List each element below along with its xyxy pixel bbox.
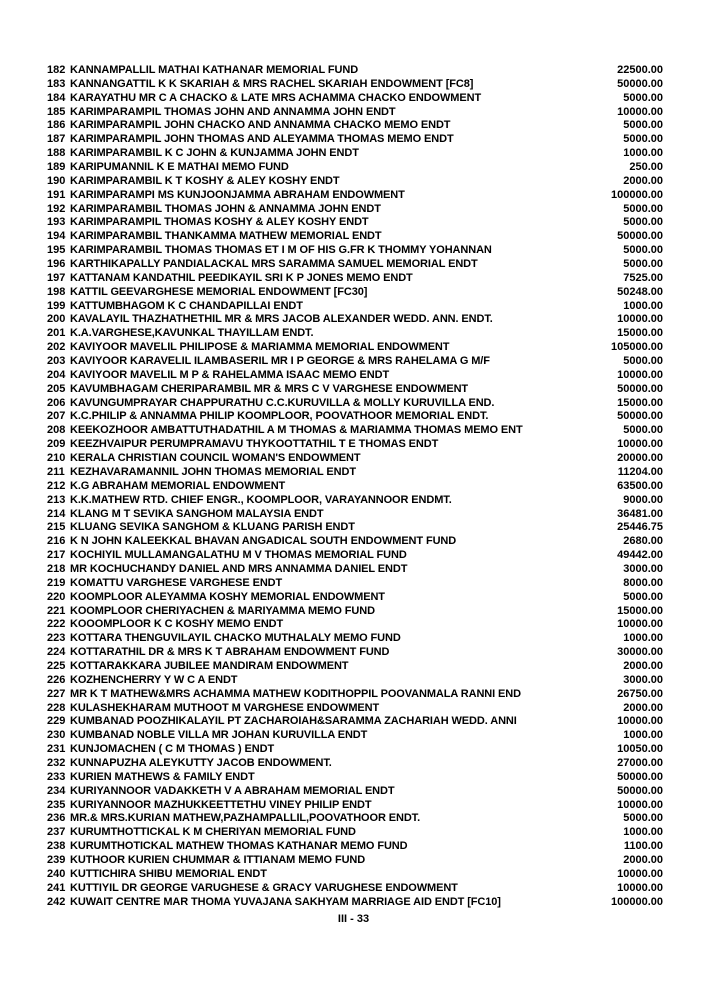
- fund-amount: 10000.00: [617, 438, 663, 451]
- fund-name: MR.& MRS.KURIAN MATHEW,PAZHAMPALLIL,POOVATHOOR ENDT.: [70, 812, 421, 825]
- fund-name: KOTTARAKKARA JUBILEE MANDIRAM ENDOWMENT: [70, 659, 349, 672]
- fund-amount: 10000.00: [617, 867, 663, 880]
- table-row: [47, 341, 663, 355]
- fund-name: KAVIYOOR MAVELIL M P & RAHELAMMA ISAAC MEMO ENDT: [70, 368, 390, 381]
- fund-name: KAVUNGUMPRAYAR CHAPPURATHU C.C.KURUVILLA & MOLLY KURUVILLA END.: [70, 396, 495, 409]
- table-row: [47, 632, 663, 646]
- fund-name: KANNANGATTIL K K SKARIAH & MRS RACHEL SKARIAH ENDOWMENT [FC8]: [70, 77, 474, 90]
- fund-amount: 3000.00: [623, 673, 663, 686]
- row-number: 217: [47, 549, 66, 562]
- fund-name: KURUMTHOTICKAL MATHEW THOMAS KATHANAR MEMO FUND: [70, 840, 408, 853]
- fund-name: KAVALAYIL THAZHATHETHIL MR & MRS JACOB ALEXANDER WEDD. ANN. ENDT.: [70, 313, 493, 326]
- fund-name: KATTUMBHAGOM K C CHANDAPILLAI ENDT: [70, 299, 303, 312]
- fund-name: KLANG M T SEVIKA SANGHOM MALAYSIA ENDT: [70, 507, 324, 520]
- row-number: 206: [47, 396, 66, 409]
- fund-name: KURIEN MATHEWS & FAMILY ENDT: [70, 770, 255, 783]
- row-number: 200: [47, 313, 66, 326]
- fund-name: KATTIL GEEVARGHESE MEMORIAL ENDOWMENT [FC30]: [70, 285, 368, 298]
- row-number: 211: [47, 465, 65, 478]
- row-number: 182: [47, 64, 66, 76]
- row-number: 234: [47, 784, 66, 797]
- fund-amount: 10000.00: [617, 368, 663, 381]
- table-row: [47, 106, 663, 120]
- row-number: 183: [47, 77, 66, 90]
- row-number: 218: [47, 562, 66, 575]
- fund-name: KARIMPARAMPIL JOHN CHACKO AND ANNAMMA CHACKO MEMO ENDT: [70, 119, 451, 132]
- row-number: 215: [47, 521, 66, 534]
- fund-amount: 105000.00: [611, 341, 663, 354]
- table-row: [47, 216, 663, 230]
- table-row: [47, 244, 663, 258]
- fund-amount: 5000.00: [623, 355, 663, 368]
- row-number: 226: [47, 673, 66, 686]
- table-row: [47, 521, 663, 535]
- fund-amount: 3000.00: [623, 562, 663, 575]
- table-row: [47, 577, 663, 591]
- table-row: [47, 286, 663, 300]
- row-number: 199: [47, 299, 66, 312]
- row-number: 219: [47, 576, 66, 589]
- fund-amount: 1000.00: [623, 632, 663, 645]
- row-number: 222: [47, 618, 66, 631]
- fund-name: KUMBANAD POOZHIKALAYIL PT ZACHAROIAH&SARAMMA ZACHARIAH WEDD. ANNI: [70, 715, 517, 728]
- table-row: [47, 812, 663, 826]
- fund-name: KUTHOOR KURIEN CHUMMAR & ITTIANAM MEMO FUND: [70, 853, 366, 866]
- fund-name: MR KOCHUCHANDY DANIEL AND MRS ANNAMMA DANIEL ENDT: [70, 562, 408, 575]
- fund-amount: 15000.00: [617, 396, 663, 409]
- table-row: [47, 882, 663, 896]
- fund-amount: 50000.00: [617, 77, 663, 90]
- fund-name: KARIMPARAMPIL JOHN THOMAS AND ALEYAMMA THOMAS MEMO ENDT: [70, 133, 454, 146]
- fund-name: KARIMPARAMBIL K T KOSHY & ALEY KOSHY ENDT: [70, 174, 340, 187]
- row-number: 204: [47, 368, 66, 381]
- table-row: [47, 480, 663, 494]
- fund-amount: 5000.00: [623, 590, 663, 603]
- table-row: [47, 466, 663, 480]
- fund-amount: 50000.00: [617, 382, 663, 395]
- fund-amount: 10000.00: [617, 881, 663, 894]
- row-number: 207: [47, 410, 66, 423]
- fund-amount: 50000.00: [617, 410, 663, 423]
- fund-amount: 1000.00: [623, 147, 663, 160]
- fund-amount: 5000.00: [623, 424, 663, 437]
- fund-name: KOZHENCHERRY Y W C A ENDT: [70, 673, 238, 686]
- fund-name: KOOOMPLOOR K C KOSHY MEMO ENDT: [70, 618, 284, 631]
- fund-name: KARIMPARAMPIL THOMAS KOSHY & ALEY KOSHY ENDT: [70, 216, 369, 229]
- row-number: 208: [47, 424, 66, 437]
- fund-amount: 26750.00: [617, 687, 663, 700]
- fund-name: KARIMPARAMBIL THANKAMMA MATHEW MEMORIAL ENDT: [70, 230, 382, 243]
- fund-name: KERALA CHRISTIAN COUNCIL WOMAN'S ENDOWMENT: [70, 452, 361, 465]
- fund-amount: 5000.00: [623, 202, 663, 215]
- fund-amount: 30000.00: [617, 646, 663, 659]
- fund-name: KOTTARATHIL DR & MRS K T ABRAHAM ENDOWMENT FUND: [70, 646, 390, 659]
- table-row: [47, 702, 663, 716]
- table-row: [47, 896, 663, 910]
- fund-name: KURUMTHOTTICKAL K M CHERIYAN MEMORIAL FUND: [70, 826, 356, 839]
- fund-amount: 22500.00: [617, 64, 663, 76]
- fund-amount: 2000.00: [623, 174, 663, 187]
- row-number: 231: [47, 743, 66, 756]
- fund-name: KUTTIYIL DR GEORGE VARUGHESE & GRACY VARUGHESE ENDOWMENT: [70, 881, 458, 894]
- table-row: [47, 230, 663, 244]
- table-row: [47, 78, 663, 92]
- row-number: 238: [47, 840, 66, 853]
- row-number: 198: [47, 285, 66, 298]
- fund-name: KUTTICHIRA SHIBU MEMORIAL ENDT: [70, 867, 267, 880]
- table-row: [47, 605, 663, 619]
- fund-amount: 5000.00: [623, 258, 663, 271]
- row-number: 213: [47, 493, 66, 506]
- fund-name: KAVUMBHAGAM CHERIPARAMBIL MR & MRS C V VARGHESE ENDOWMENT: [70, 382, 469, 395]
- row-number: 212: [47, 479, 66, 492]
- fund-amount: 100000.00: [611, 188, 663, 201]
- fund-amount: 10000.00: [617, 618, 663, 631]
- row-number: 185: [47, 105, 66, 118]
- fund-name: KOTTARA THENGUVILAYIL CHACKO MUTHALALY MEMO FUND: [70, 632, 401, 645]
- fund-name: KOOMPLOOR CHERIYACHEN & MARIYAMMA MEMO FUND: [70, 604, 375, 617]
- row-number: 223: [47, 632, 66, 645]
- document-page: [47, 64, 663, 909]
- fund-name: KAVIYOOR MAVELIL PHILIPOSE & MARIAMMA MEMORIAL ENDOWMENT: [70, 341, 450, 354]
- fund-name: K N JOHN KALEEKKAL BHAVAN ANGADICAL SOUTH ENDOWMENT FUND: [70, 535, 457, 548]
- row-number: 239: [47, 853, 66, 866]
- fund-amount: 50000.00: [617, 784, 663, 797]
- table-row: [47, 410, 663, 424]
- table-row: [47, 258, 663, 272]
- fund-name: K.A.VARGHESE,KAVUNKAL THAYILLAM ENDT.: [70, 327, 314, 340]
- row-number: 190: [47, 174, 66, 187]
- table-row: [47, 591, 663, 605]
- fund-amount: 1100.00: [623, 840, 663, 853]
- table-row: [47, 383, 663, 397]
- row-number: 214: [47, 507, 66, 520]
- table-row: [47, 826, 663, 840]
- row-number: 203: [47, 355, 66, 368]
- table-row: [47, 119, 663, 133]
- fund-amount: 49442.00: [617, 549, 663, 562]
- fund-name: KEZHAVARAMANNIL JOHN THOMAS MEMORIAL ENDT: [70, 465, 356, 478]
- row-number: 197: [47, 271, 66, 284]
- table-row: [47, 799, 663, 813]
- fund-amount: 15000.00: [617, 604, 663, 617]
- table-row: [47, 618, 663, 632]
- fund-name: KARTHIKAPALLY PANDIALACKAL MRS SARAMMA SAMUEL MEMORIAL ENDT: [70, 258, 478, 271]
- row-number: 201: [47, 327, 66, 340]
- fund-amount: 100000.00: [611, 895, 663, 908]
- fund-amount: 10000.00: [617, 105, 663, 118]
- table-row: [47, 64, 663, 78]
- row-number: 195: [47, 244, 66, 257]
- table-row: [47, 563, 663, 577]
- row-number: 224: [47, 646, 66, 659]
- fund-name: KAVIYOOR KARAVELIL ILAMBASERIL MR I P GEORGE & MRS RAHELAMA G M/F: [70, 355, 490, 368]
- table-row: [47, 494, 663, 508]
- table-row: [47, 424, 663, 438]
- table-row: [47, 300, 663, 314]
- row-number: 216: [47, 535, 66, 548]
- fund-amount: 5000.00: [623, 216, 663, 229]
- fund-amount: 2680.00: [623, 535, 663, 548]
- row-number: 242: [47, 895, 66, 908]
- table-row: [47, 313, 663, 327]
- fund-amount: 25446.75: [617, 521, 663, 534]
- fund-amount: 15000.00: [617, 327, 663, 340]
- fund-amount: 10000.00: [617, 715, 663, 728]
- fund-amount: 10050.00: [617, 743, 663, 756]
- table-row: [47, 355, 663, 369]
- row-number: 194: [47, 230, 66, 243]
- fund-name: KOCHIYIL MULLAMANGALATHU M V THOMAS MEMORIAL FUND: [70, 549, 407, 562]
- fund-amount: 27000.00: [617, 756, 663, 769]
- row-number: 189: [47, 161, 66, 174]
- row-number: 188: [47, 147, 66, 160]
- table-row: [47, 397, 663, 411]
- fund-amount: 250.00: [629, 161, 663, 174]
- table-row: [47, 175, 663, 189]
- row-number: 209: [47, 438, 66, 451]
- row-number: 202: [47, 341, 66, 354]
- table-row: [47, 868, 663, 882]
- fund-name: KEEKOZHOOR AMBATTUTHADATHIL A M THOMAS & MARIAMMA THOMAS MEMO ENT: [70, 424, 523, 437]
- fund-amount: 20000.00: [617, 452, 663, 465]
- table-row: [47, 452, 663, 466]
- table-row: [47, 743, 663, 757]
- table-row: [47, 715, 663, 729]
- row-number: 205: [47, 382, 66, 395]
- fund-name: K.G ABRAHAM MEMORIAL ENDOWMENT: [70, 479, 286, 492]
- table-row: [47, 785, 663, 799]
- page-number: III - 33: [337, 913, 370, 925]
- table-row: [47, 688, 663, 702]
- fund-name: KULASHEKHARAM MUTHOOT M VARGHESE ENDOWMENT: [70, 701, 380, 714]
- fund-name: KUMBANAD NOBLE VILLA MR JOHAN KURUVILLA ENDT: [70, 729, 368, 742]
- fund-list: [47, 64, 663, 909]
- fund-name: KLUANG SEVIKA SANGHOM & KLUANG PARISH ENDT: [70, 521, 355, 534]
- table-row: [47, 757, 663, 771]
- fund-amount: 50000.00: [617, 230, 663, 243]
- fund-name: KARIMPARAMBIL THOMAS JOHN & ANNAMMA JOHN ENDT: [70, 202, 381, 215]
- fund-name: KARIPUMANNIL K E MATHAI MEMO FUND: [70, 161, 289, 174]
- table-row: [47, 203, 663, 217]
- row-number: 192: [47, 202, 66, 215]
- fund-amount: 2000.00: [623, 659, 663, 672]
- fund-amount: 7525.00: [623, 271, 663, 284]
- fund-amount: 5000.00: [623, 119, 663, 132]
- row-number: 191: [47, 188, 66, 201]
- fund-name: K.C.PHILIP & ANNAMMA PHILIP KOOMPLOOR, POOVATHOOR MEMORIAL ENDT.: [70, 410, 489, 423]
- table-row: [47, 133, 663, 147]
- table-row: [47, 535, 663, 549]
- table-row: [47, 327, 663, 341]
- row-number: 184: [47, 91, 66, 104]
- row-number: 229: [47, 715, 66, 728]
- table-row: [47, 369, 663, 383]
- fund-amount: 11204.00: [617, 465, 663, 478]
- fund-amount: 1000.00: [623, 729, 663, 742]
- fund-name: KURIYANNOOR VADAKKETH V A ABRAHAM MEMORIAL ENDT: [70, 784, 395, 797]
- fund-amount: 2000.00: [623, 701, 663, 714]
- fund-amount: 63500.00: [617, 479, 663, 492]
- fund-amount: 2000.00: [623, 853, 663, 866]
- fund-name: KOMATTU VARGHESE VARGHESE ENDT: [70, 576, 283, 589]
- fund-amount: 5000.00: [623, 91, 663, 104]
- row-number: 240: [47, 867, 66, 880]
- fund-name: KANNAMPALLIL MATHAI KATHANAR MEMORIAL FUND: [70, 64, 359, 76]
- fund-amount: 50000.00: [617, 770, 663, 783]
- table-row: [47, 854, 663, 868]
- table-row: [47, 729, 663, 743]
- table-row: [47, 161, 663, 175]
- fund-name: KEEZHVAIPUR PERUMPRAMAVU THYKOOTTATHIL T E THOMAS ENDT: [70, 438, 439, 451]
- fund-name: MR K T MATHEW&MRS ACHAMMA MATHEW KODITHOPPIL POOVANMALA RANNI END: [70, 687, 521, 700]
- fund-name: K.K.MATHEW RTD. CHIEF ENGR., KOOMPLOOR, VARAYANNOOR ENDMT.: [70, 493, 452, 506]
- fund-name: KATTANAM KANDATHIL PEEDIKAYIL SRI K P JONES MEMO ENDT: [70, 271, 413, 284]
- table-row: [47, 674, 663, 688]
- fund-name: KARIMPARAMPI MS KUNJOONJAMMA ABRAHAM ENDOWMENT: [70, 188, 405, 201]
- row-number: 237: [47, 826, 66, 839]
- table-row: [47, 771, 663, 785]
- fund-amount: 8000.00: [623, 576, 663, 589]
- row-number: 193: [47, 216, 66, 229]
- table-row: [47, 92, 663, 106]
- table-row: [47, 438, 663, 452]
- fund-name: KARIMPARAMBIL K C JOHN & KUNJAMMA JOHN ENDT: [70, 147, 359, 160]
- fund-name: KURIYANNOOR MAZHUKKEETTETHU VINEY PHILIP ENDT: [70, 798, 372, 811]
- fund-name: KUWAIT CENTRE MAR THOMA YUVAJANA SAKHYAM MARRIAGE AID ENDT [FC10]: [70, 895, 501, 908]
- fund-amount: 1000.00: [623, 826, 663, 839]
- table-row: [47, 147, 663, 161]
- table-row: [47, 840, 663, 854]
- fund-amount: 5000.00: [623, 244, 663, 257]
- fund-name: KARAYATHU MR C A CHACKO & LATE MRS ACHAMMA CHACKO ENDOWMENT: [70, 91, 482, 104]
- fund-name: KUNJOMACHEN ( C M THOMAS ) ENDT: [70, 743, 275, 756]
- fund-amount: 50248.00: [617, 285, 663, 298]
- fund-name: KARIMPARAMBIL THOMAS THOMAS ET I M OF HIS G.FR K THOMMY YOHANNAN: [70, 244, 492, 257]
- fund-name: KARIMPARAMPIL THOMAS JOHN AND ANNAMMA JOHN ENDT: [70, 105, 396, 118]
- row-number: 233: [47, 770, 66, 783]
- fund-name: KOOMPLOOR ALEYAMMA KOSHY MEMORIAL ENDOWMENT: [70, 590, 385, 603]
- row-number: 221: [47, 604, 66, 617]
- row-number: 236: [47, 812, 66, 825]
- fund-amount: 1000.00: [623, 299, 663, 312]
- fund-amount: 10000.00: [617, 798, 663, 811]
- row-number: 196: [47, 258, 66, 271]
- fund-amount: 5000.00: [623, 133, 663, 146]
- table-row: [47, 272, 663, 286]
- row-number: 210: [47, 452, 66, 465]
- fund-name: KUNNAPUZHA ALEYKUTTY JACOB ENDOWMENT.: [70, 756, 332, 769]
- row-number: 186: [47, 119, 66, 132]
- fund-amount: 9000.00: [623, 493, 663, 506]
- table-row: [47, 189, 663, 203]
- row-number: 227: [47, 687, 66, 700]
- fund-amount: 10000.00: [617, 313, 663, 326]
- row-number: 235: [47, 798, 66, 811]
- row-number: 230: [47, 729, 66, 742]
- row-number: 232: [47, 756, 66, 769]
- row-number: 241: [47, 881, 66, 894]
- table-row: [47, 508, 663, 522]
- row-number: 228: [47, 701, 66, 714]
- row-number: 225: [47, 659, 66, 672]
- row-number: 187: [47, 133, 66, 146]
- row-number: 220: [47, 590, 66, 603]
- table-row: [47, 646, 663, 660]
- table-row: [47, 549, 663, 563]
- fund-amount: 5000.00: [623, 812, 663, 825]
- fund-amount: 36481.00: [617, 507, 663, 520]
- table-row: [47, 660, 663, 674]
